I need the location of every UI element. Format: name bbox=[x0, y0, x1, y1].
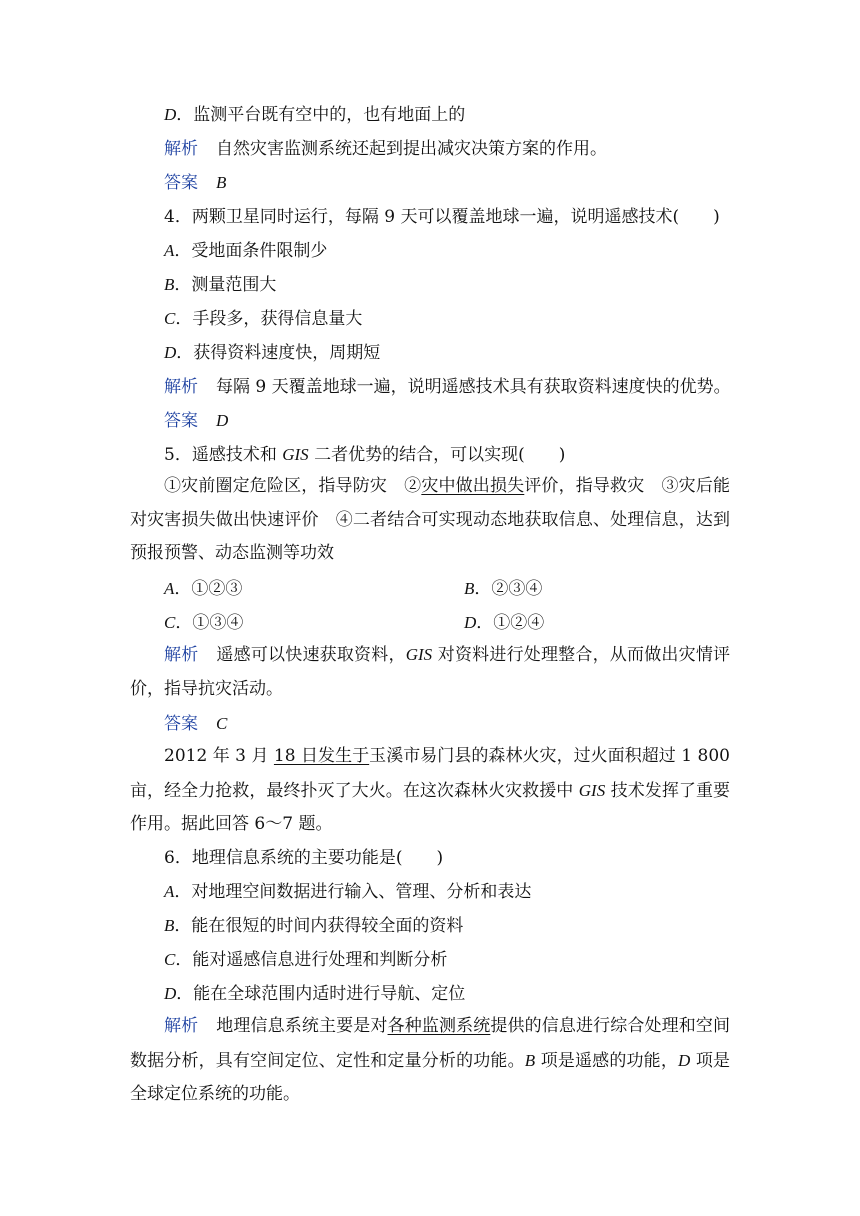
analysis-text: 对资料进行处理整合，从而做出灾情评价，指导抗灾活动。 bbox=[130, 645, 731, 699]
passage-text: 技术发挥了重要作用。据此回答 6～7 题。 bbox=[130, 780, 730, 835]
option-letter: B bbox=[164, 916, 175, 935]
option-letter: B bbox=[164, 275, 175, 294]
passage-text: 玉溪市易门县的森林火灾，过火面积超过 1 800 亩，经全力抢救，最终扑灭了大火。在这次森林火灾救援中 bbox=[130, 746, 730, 801]
option-text: ．①③④ bbox=[175, 613, 244, 633]
q4-answer bbox=[164, 409, 228, 433]
analysis-label: 解析 bbox=[164, 645, 199, 665]
analysis-label: 解析 bbox=[164, 139, 198, 159]
analysis-text: 每隔 9 天覆盖地球一遍，说明遥感技术具有获取资料速度快的优势。 bbox=[216, 377, 731, 397]
option-text: ．①②③ bbox=[174, 579, 243, 599]
option-text: ．能在全球范围内适时进行导航、定位 bbox=[176, 984, 466, 1004]
option-letter: C bbox=[164, 309, 176, 328]
underlined-text: 18 日发生于 bbox=[273, 746, 370, 766]
passage-gis: GIS bbox=[578, 780, 606, 800]
q3-answer bbox=[164, 171, 226, 195]
statement-text: 评价，指导救灾 ③灾后能对灾害损失做出快速评价 ④二者结合可实现动态地获取信息、处理信息，达到预报预警、动态监测等功效 bbox=[130, 476, 730, 564]
option-letter: A bbox=[164, 241, 175, 260]
statement-text: ①灾前圈定危险区，指导防灾 ② bbox=[164, 476, 422, 496]
q6-option-c bbox=[164, 948, 447, 972]
q3-option-d bbox=[164, 103, 465, 127]
q5-stem bbox=[164, 443, 565, 467]
q5-option-c bbox=[164, 611, 243, 635]
q5-option-a bbox=[164, 577, 242, 601]
q6-analysis bbox=[130, 1010, 730, 1112]
underlined-text: 灾中做出损失 bbox=[421, 476, 525, 496]
analysis-text: 提供的信息进行综合处理和空间数据分析，具有空间定位、定性和定量分析的功能。 bbox=[130, 1016, 731, 1071]
analysis-letter: D bbox=[678, 1050, 691, 1070]
q4-stem: 4．两颗卫星同时运行，每隔 9 天可以覆盖地球一遍，说明遥感技术( ) bbox=[164, 207, 720, 227]
q4-option-c bbox=[164, 307, 362, 331]
answer-label: 答案 bbox=[164, 173, 198, 193]
q6-option-a bbox=[164, 880, 531, 904]
passage-text: 2012 年 3 月 bbox=[164, 746, 274, 766]
stem-text: 5．遥感技术和 bbox=[164, 445, 283, 465]
analysis-label: 解析 bbox=[164, 377, 198, 397]
answer-label: 答案 bbox=[164, 411, 198, 431]
q4-option-d bbox=[164, 341, 380, 365]
q6-option-b bbox=[164, 914, 463, 938]
q6-stem: 6．地理信息系统的主要功能是( ) bbox=[164, 848, 444, 868]
analysis-text: 项是遥感的功能， bbox=[535, 1050, 678, 1071]
option-letter: A bbox=[164, 579, 175, 598]
analysis-text: 项是全球定位系统的功能。 bbox=[130, 1050, 731, 1105]
passage bbox=[130, 740, 730, 842]
underlined-text: 各种监测系统 bbox=[387, 1016, 491, 1036]
answer-value: C bbox=[216, 714, 228, 733]
q5-option-b bbox=[464, 577, 542, 601]
option-text: ．能在很短的时间内获得较全面的资料 bbox=[174, 916, 464, 936]
analysis-gis: GIS bbox=[405, 645, 433, 664]
stem-gis: GIS bbox=[282, 445, 309, 464]
option-letter: C bbox=[164, 950, 176, 969]
option-text: ．能对遥感信息进行处理和判断分析 bbox=[175, 950, 448, 970]
stem-text: 二者优势的结合，可以实现( ) bbox=[308, 445, 566, 465]
q3-analysis bbox=[164, 137, 607, 161]
q5-analysis bbox=[130, 638, 730, 706]
analysis-text: 自然灾害监测系统还起到提出减灾决策方案的作用。 bbox=[216, 139, 607, 159]
option-text: ．监测平台既有空中的，也有地面上的 bbox=[176, 105, 466, 125]
answer-value: B bbox=[216, 173, 227, 192]
option-text: ．手段多，获得信息量大 bbox=[175, 309, 363, 329]
q5-statements bbox=[130, 470, 730, 571]
option-letter: B bbox=[464, 579, 475, 598]
q5-answer bbox=[164, 712, 227, 736]
q4-analysis bbox=[164, 375, 731, 399]
option-letter: D bbox=[464, 613, 477, 632]
option-text: ．①②④ bbox=[476, 613, 545, 633]
q4-option-a bbox=[164, 239, 327, 263]
answer-value: D bbox=[216, 411, 229, 430]
analysis-label: 解析 bbox=[164, 1016, 199, 1036]
option-letter: D bbox=[164, 105, 177, 124]
analysis-text: 地理信息系统主要是对 bbox=[216, 1016, 388, 1036]
q5-option-d bbox=[464, 611, 544, 635]
option-letter: D bbox=[164, 984, 177, 1003]
analysis-text: 遥感可以快速获取资料， bbox=[216, 645, 406, 665]
option-text: ．测量范围大 bbox=[174, 275, 277, 295]
option-letter: A bbox=[164, 882, 175, 901]
answer-label: 答案 bbox=[164, 714, 198, 734]
option-text: ．②③④ bbox=[474, 579, 543, 599]
option-text: ．获得资料速度快，周期短 bbox=[176, 343, 381, 363]
q4-option-b bbox=[164, 273, 276, 297]
analysis-letter: B bbox=[524, 1050, 536, 1070]
q6-option-d bbox=[164, 982, 465, 1006]
option-text: ．对地理空间数据进行输入、管理、分析和表达 bbox=[174, 882, 532, 902]
option-text: ．受地面条件限制少 bbox=[174, 241, 328, 261]
option-letter: D bbox=[164, 343, 177, 362]
option-letter: C bbox=[164, 613, 176, 632]
